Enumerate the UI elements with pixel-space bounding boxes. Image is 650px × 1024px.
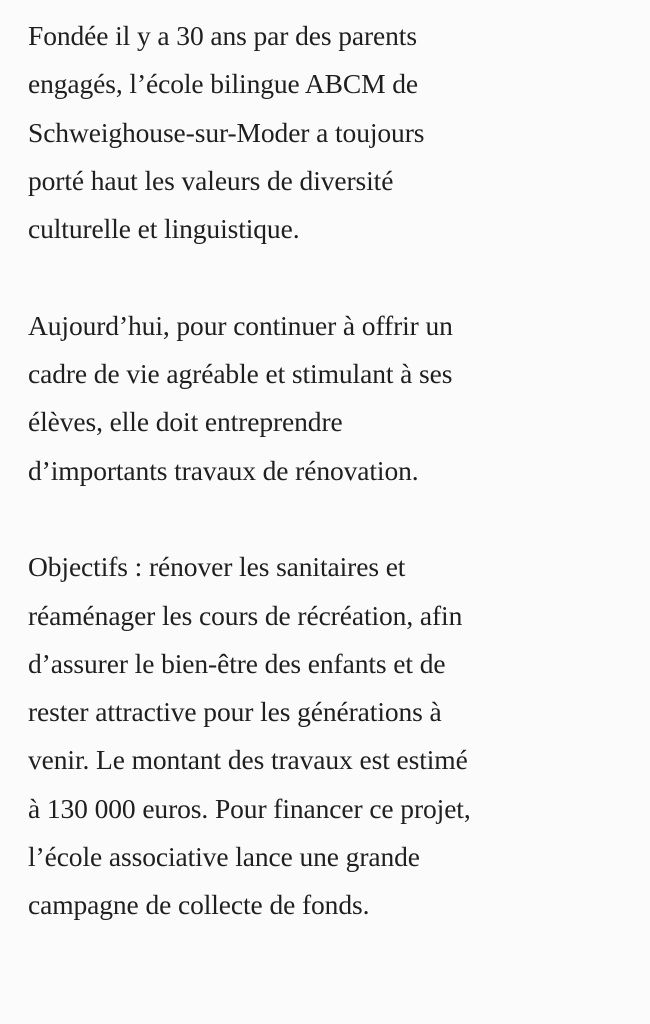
text-line: venir. Le montant des travaux est estimé [28, 744, 468, 776]
paragraph-founding [28, 12, 638, 253]
text-line: Fondée il y a 30 ans par des parents [28, 20, 417, 51]
text-line: Schweighouse-sur-Moder a toujours [28, 116, 425, 148]
text-line: engagés, l’école bilingue ABCM de [28, 68, 419, 100]
text-line: Aujourd’hui, pour continuer à offrir un [28, 309, 453, 341]
text-line: rester attractive pour les générations à [28, 696, 442, 728]
text-line: d’importants travaux de rénovation. [28, 454, 419, 486]
paragraph-renovation [28, 302, 638, 495]
text-line: campagne de collecte de fonds. [28, 889, 370, 921]
text-line: Objectifs : rénover les sanitaires et [28, 551, 406, 583]
text-line: cadre de vie agréable et stimulant à ses [28, 358, 453, 390]
text-line: élèves, elle doit entreprendre [28, 406, 343, 438]
text-line: porté haut les valeurs de diversité [28, 164, 394, 196]
text-line: d’assurer le bien-être des enfants et de [28, 647, 446, 679]
text-line: réaménager les cours de récréation, afin [28, 599, 463, 631]
article-body [28, 12, 638, 978]
text-line: l’école associative lance une grande [28, 841, 420, 873]
text-line: à 130 000 euros. Pour financer ce projet, [28, 792, 471, 824]
paragraph-objectives [28, 543, 638, 929]
text-line: culturelle et linguistique. [28, 213, 300, 245]
